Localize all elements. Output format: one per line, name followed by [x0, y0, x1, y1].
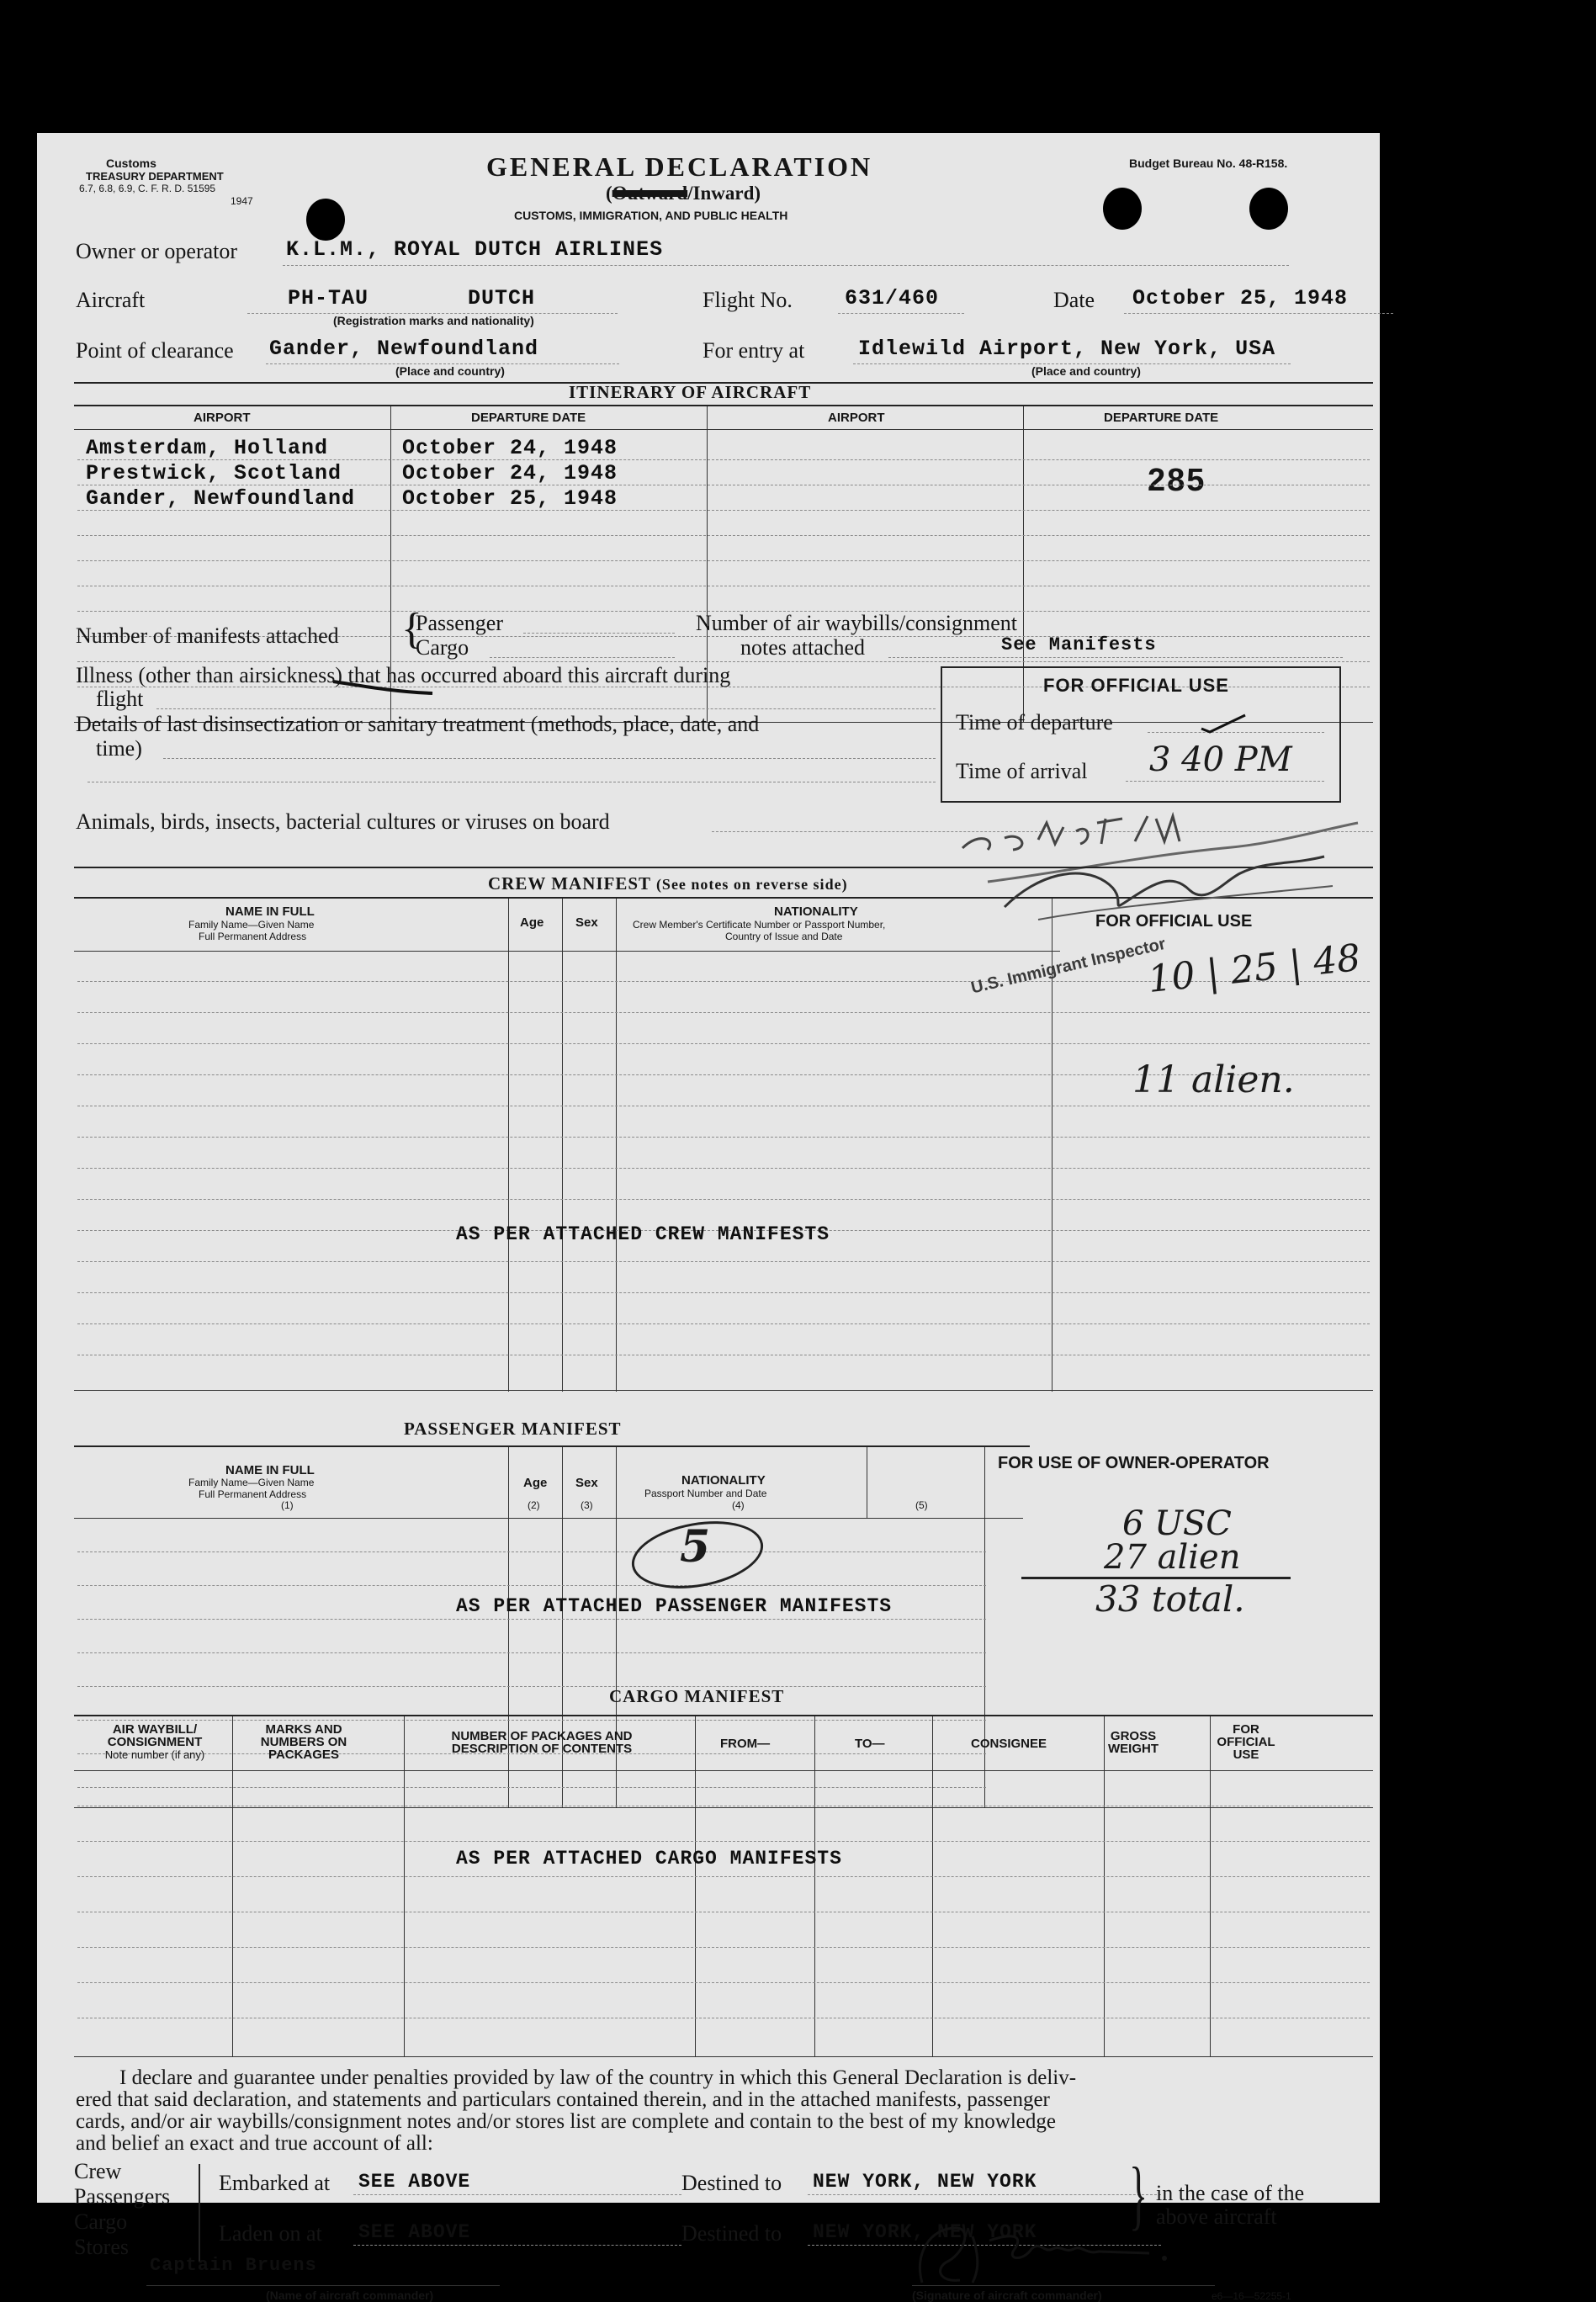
flight-label: Flight No. [703, 288, 793, 312]
handwritten-usc: 6 USC [1122, 1504, 1232, 1543]
customs-ref: 6.7, 6.8, 6.9, C. F. R. D. 51595 [79, 183, 216, 194]
declaration-text: and belief an exact and true account of all: [76, 2132, 433, 2155]
ink-mark [331, 671, 449, 697]
itinerary-airport: Gander, Newfoundland [86, 486, 356, 511]
commander-signature [897, 2203, 1183, 2295]
passenger-col-nationality: NATIONALITY [681, 1473, 766, 1488]
arrival-handwriting: 3 40 PM [1149, 740, 1292, 779]
commander-name-sub: (Name of aircraft commander) [266, 2289, 434, 2302]
itinerary-col-airport: AIRPORT [828, 411, 885, 425]
disinsect-label-2: time) [96, 736, 142, 761]
bottom-passengers: Passengers [74, 2184, 171, 2209]
handwritten-alien-count: 27 alien [1104, 1538, 1241, 1577]
itinerary-col-date: DEPARTURE DATE [471, 411, 586, 425]
waybills-label-2: notes attached [740, 635, 865, 660]
customs-ref: TREASURY DEPARTMENT [86, 170, 224, 183]
embarked-value: SEE ABOVE [358, 2171, 471, 2193]
form-number: e6—16—52255-1 [1212, 2290, 1291, 2302]
flight-number: 631/460 [845, 286, 940, 310]
declaration-date: October 25, 1948 [1132, 286, 1349, 310]
entry-value: Idlewild Airport, New York, USA [858, 337, 1276, 361]
itinerary-col-date: DEPARTURE DATE [1104, 411, 1219, 425]
passenger-col-owner: FOR USE OF OWNER-OPERATOR [998, 1454, 1270, 1472]
cargo-col-description: NUMBER OF PACKAGES AND DESCRIPTION OF CONTENTS [451, 1729, 633, 1756]
passenger-col-name: NAME IN FULL [225, 1463, 315, 1477]
passenger-col-age: Age [523, 1476, 548, 1490]
time-arrival-label: Time of arrival [956, 759, 1088, 783]
aircraft-registration: PH-TAU [288, 286, 369, 310]
cargo-body: AS PER ATTACHED CARGO MANIFESTS [456, 1848, 842, 1870]
case-note: in the case of the [1156, 2181, 1305, 2205]
destined-value: NEW YORK, NEW YORK [813, 2171, 1037, 2193]
crew-col-nationality: NATIONALITY [774, 904, 858, 919]
waybills-value: See Manifests [1001, 634, 1157, 655]
handwritten-circle-number: 5 [680, 1521, 711, 1573]
waybills-label: Number of air waybills/consignment [696, 611, 1017, 635]
crew-title: CREW MANIFEST (See notes on reverse side) [488, 873, 848, 894]
destined-value: NEW YORK, NEW YORK [813, 2221, 1037, 2243]
illness-label: Illness (other than airsickness) that has occurred aboard this aircraft during [76, 663, 731, 687]
crew-col-name: NAME IN FULL [225, 904, 315, 919]
customs-ref: Customs [106, 156, 156, 170]
laden-label: Laden on at [219, 2221, 322, 2246]
handwritten-aliens: 11 alien. [1132, 1058, 1295, 1101]
passenger-body: AS PER ATTACHED PASSENGER MANIFESTS [456, 1595, 893, 1617]
declaration-text: ered that said declaration, and statements and particulars contained therein, and in the attached manifests, passenger [76, 2088, 1050, 2111]
entry-sub: (Place and country) [1031, 364, 1141, 378]
crew-col-age: Age [520, 915, 544, 930]
itinerary-airport: Amsterdam, Holland [86, 436, 329, 460]
cargo-col-from: FROM— [720, 1737, 771, 1751]
itinerary-airport: Prestwick, Scotland [86, 461, 342, 485]
case-note-2: above aircraft [1156, 2204, 1277, 2229]
declaration-text: I declare and guarantee under penalties provided by law of the country in which this General Declaration is deliv- [119, 2066, 1077, 2089]
cargo-col-marks: MARKS AND NUMBERS ON PACKAGES [260, 1722, 347, 1762]
punch-hole [1249, 188, 1288, 230]
itinerary-date: October 24, 1948 [402, 436, 618, 460]
aircraft-sub: (Registration marks and nationality) [333, 314, 534, 327]
passenger-col-sex: Sex [575, 1476, 598, 1490]
check-mark [1198, 713, 1249, 735]
clearance-sub: (Place and country) [395, 364, 505, 378]
embarked-label: Embarked at [219, 2171, 331, 2195]
crew-body: AS PER ATTACHED CREW MANIFESTS [456, 1223, 830, 1245]
crew-col-official: FOR OFFICIAL USE [1095, 912, 1253, 931]
form-title: GENERAL DECLARATION [486, 151, 873, 182]
aircraft-label: Aircraft [76, 288, 146, 312]
customs-ref: 1947 [231, 195, 253, 207]
form-subtitle-2: CUSTOMS, IMMIGRATION, AND PUBLIC HEALTH [514, 209, 788, 222]
punch-hole [306, 199, 345, 241]
itinerary-date: October 24, 1948 [402, 461, 618, 485]
crew-col-sex: Sex [575, 915, 598, 930]
general-declaration-form: Customs TREASURY DEPARTMENT 6.7, 6.8, 6.9, C. F. R. D. 51595 1947 GENERAL DECLARATION (Outward/Inward) CUSTOMS, IMMIGRATION, AND PUBLIC HEALTH Budget Bureau No. 48-R158. Owner or operator K.L.M., ROYAL DUTCH AIRLINES Aircraft PH-TAU DUTCH (Registration marks and nationality) Flight No. 631/460 Date October 25, 1948 Point of clearance Gander, Newfoundland (Place and country) For entry at Idlewild Airport, New York, USA (Place and country) ITINERARY OF AIRCRAFT AIRPORT DEPARTURE DATE AIRPORT DEPARTURE DATE Amsterdam, Holland October 24, 1948 Prestwick, Scotland October 24, 1948 Gander, Newfoundland October 25, 1948 285 Number of manifests attached { Passenger Cargo Number of air waybills/consignment notes attached See Manifests Illness (other than airsickness) that has occurred aboard this aircraft during flight Details of last disinsectization or sanitary treatment (methods, place, date, and time) FOR OFFICIAL USE Time of departure Time of arrival 3 40 PM Animals, birds, insects, bacterial cultures or viruses on board CREW MANIFEST (See notes on reverse side) NAME IN FULL Family Name—Given Name Full Permanent Address Age Sex NATIONALITY Crew Member's Certificate Number or Passport Number, Country of Issue and Date FOR OFFICIAL USE AS PER ATTACHED CREW MANIFESTS U.S. Immigrant Inspector 10 | 25 | 48 11 alien. PASSENGER MANIFEST NAME IN FULL Family Name—Given Name Full Permanent Address (1) Age (2) Sex (3) NATIONALITY Passport Number and Date (4) (5) FOR USE OF OWNER-OPERATOR AS PER ATTACHED PASSENGER MANIFESTS 5 6 USC 27 alien 33 total. CARGO MANIFEST AIR WAYBILL/ CONSIGNMENT Note number (if any) MARKS AND NUMBERS ON PACKAGES NUMBER OF PACKAGES AND DESCRIPTION OF CONTENTS FROM— TO— CONSIGNEE GROSS WEIGHT FOR OFFICIAL USE AS PER ATTACHED CARGO MANIFESTS I declare and guarantee under penalties provided by law of the country in which this General Declaration is deliv- ered that said declaration, and statements and particulars contained therein, and in the attached manifests, passenger cards, and/or air waybills/consignment notes and/or stores list are complete and contain to the best of my knowledge and belief an exact and true account of all: Crew Passengers Cargo Stores Embarked at SEE ABOVE Laden on at SEE ABOVE Destined to NEW YORK, NEW YORK Destined to NEW YORK, NEW YORK } in the case of the above aircraft Captain Bruens (Name of aircraft commander) (Signature of aircraft commander) e6—16—52255-1 [37, 133, 1380, 2203]
aircraft-nationality: DUTCH [468, 286, 536, 310]
handwritten-total: 33 total. [1095, 1578, 1245, 1620]
manifest-passenger-label: Passenger [416, 611, 503, 635]
disinsect-label: Details of last disinsectization or sanitary treatment (methods, place, date, and [76, 712, 760, 736]
destined-label: Destined to [681, 2221, 782, 2246]
declaration-text: cards, and/or air waybills/consignment notes and/or stores list are complete and contain to the best of my knowledge [76, 2110, 1056, 2133]
itinerary-title: ITINERARY OF AIRCRAFT [569, 382, 812, 402]
cargo-title: CARGO MANIFEST [609, 1686, 785, 1706]
bottom-crew: Crew [74, 2159, 122, 2183]
signature-sub: (Signature of aircraft commander) [912, 2289, 1102, 2302]
date-label: Date [1053, 288, 1095, 312]
bottom-cargo: Cargo [74, 2209, 128, 2234]
cargo-col-weight: GROSS WEIGHT [1108, 1729, 1159, 1756]
cargo-col-consignee: CONSIGNEE [971, 1737, 1047, 1751]
laden-value: SEE ABOVE [358, 2221, 471, 2243]
entry-label: For entry at [703, 338, 805, 363]
handwritten-signature-official [988, 840, 1341, 932]
immigration-stamp: U.S. Immigrant Inspector [969, 934, 1168, 998]
itinerary-col-airport: AIRPORT [194, 411, 251, 425]
passenger-title: PASSENGER MANIFEST [404, 1419, 622, 1439]
destined-label: Destined to [681, 2171, 782, 2195]
struck-word: Outward [612, 183, 688, 204]
budget-number: Budget Bureau No. 48-R158. [1129, 156, 1288, 170]
commander-name: Captain Bruens [150, 2255, 317, 2276]
cargo-col-official: FOR OFFICIAL USE [1217, 1722, 1275, 1762]
time-departure-label: Time of departure [956, 710, 1113, 735]
manifests-label: Number of manifests attached [76, 623, 339, 648]
cargo-col-to: TO— [855, 1737, 885, 1751]
illness-label-2: flight [96, 687, 144, 711]
itinerary-date: October 25, 1948 [402, 486, 618, 511]
form-subtitle: (Outward/Inward) [606, 183, 761, 204]
owner-value: K.L.M., ROYAL DUTCH AIRLINES [286, 237, 664, 262]
handwritten-date: 10 | 25 | 48 [1146, 936, 1363, 1002]
clearance-value: Gander, Newfoundland [269, 337, 539, 361]
punch-hole [1103, 188, 1142, 230]
stamp-number: 285 [1148, 463, 1206, 498]
bottom-stores: Stores [74, 2235, 129, 2259]
official-use-title: FOR OFFICIAL USE [1043, 675, 1229, 696]
owner-label: Owner or operator [76, 239, 238, 263]
cargo-col-waybill: AIR WAYBILL/ CONSIGNMENT Note number (if any) [104, 1722, 205, 1761]
manifest-cargo-label: Cargo [416, 635, 469, 660]
animals-label: Animals, birds, insects, bacterial cultures or viruses on board [76, 809, 610, 834]
clearance-label: Point of clearance [76, 338, 234, 363]
